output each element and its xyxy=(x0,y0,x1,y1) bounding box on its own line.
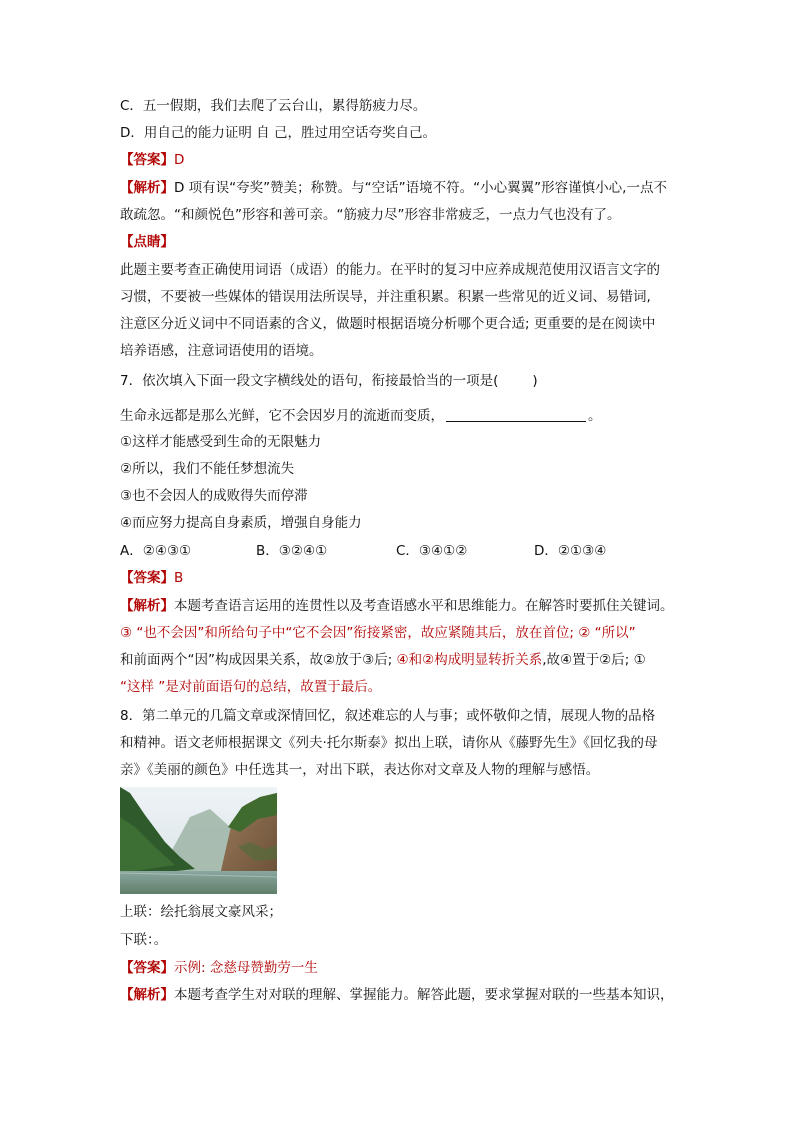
option-d: D．用自己的能力证明 自 己，胜过用空话夸奖自己。 xyxy=(120,125,436,141)
analysis-line-q6-2: 敢疏忽。“和颜悦色”形容和善可亲。“筋疲力尽”形容非常疲乏，一点力气也没有了。 xyxy=(120,207,621,223)
answer-line-q6 xyxy=(120,150,184,170)
q7-option-d: D．②①③④ xyxy=(534,543,607,559)
q7-sentence-2: ②所以，我们不能任梦想流失 xyxy=(120,461,295,477)
q7-stem: 7．依次填入下面一段文字横线处的语句，衔接最恰当的一项是( ) xyxy=(120,373,538,389)
q7-sentence-3: ③也不会因人的成败得失而停滞 xyxy=(120,488,308,504)
analysis-line-q6-1 xyxy=(120,178,667,198)
option-c: C．五一假期，我们去爬了云台山，累得筋疲力尽。 xyxy=(120,98,427,114)
q7-sentence-1: ①这样才能感受到生命的无限魅力 xyxy=(120,434,322,450)
xialian: 下联：。 xyxy=(120,932,168,948)
analysis-line-q7-1: 【解析】本题考查语言运用的连贯性以及考查语感水平和思维能力。在解答时要抓住关键词。 xyxy=(120,598,674,614)
q7-option-c: C．③④①② xyxy=(396,543,468,559)
answer-line-q8: 【答案】示例: 念慈母赞勤劳一生 xyxy=(120,960,318,976)
analysis-line-q7-2: ③ “也不会因”和所给句子中“它不会因”衔接紧密，故应紧随其后，放在首位; ② “所以” xyxy=(120,625,636,641)
q7-passage: 生命永远都是那么光鲜，它不会因岁月的流逝而变质， 。 xyxy=(120,408,602,424)
dianjing-line-1: 此题主要考查正确使用词语（成语）的能力。在平时的复习中应养成规范使用汉语言文字的 xyxy=(120,262,660,278)
q8-stem-2: 和精神。语文老师根据课文《列夫·托尔斯泰》拟出上联，请你从《藤野先生》《回忆我的母 xyxy=(120,735,658,751)
landscape-photo xyxy=(120,787,277,894)
analysis-text: D 项有误“夸奖”赞美；称赞。与“空话”语境不符。“小心翼翼”形容谨慎小心,一点不 xyxy=(174,180,667,196)
q8-stem-3: 亲》《美丽的颜色》中任选其一，对出下联，表达你对文章及人物的理解与感悟。 xyxy=(120,762,600,778)
q7-option-b: B．③②④① xyxy=(256,543,328,559)
dianjing-line-2: 习惯，不要被一些媒体的错误用法所误导，并注重积累。积累一些常见的近义词、易错词, xyxy=(120,289,651,305)
answer-tag: 【答案】 xyxy=(120,152,174,168)
analysis-tag: 【解析】 xyxy=(120,180,174,196)
analysis-line-q7-3: 和前面两个“因”构成因果关系，故②放于③后; ④和②构成明显转折关系,故④置于②后; ① xyxy=(120,652,646,668)
analysis-line-q8-1: 【解析】本题考查学生对对联的理解、掌握能力。解答此题，要求掌握对联的一些基本知识， xyxy=(120,987,674,1003)
dianjing-line-3: 注意区分近义词中不同语素的含义，做题时根据语境分析哪个更合适; 更重要的是在阅读中 xyxy=(120,316,656,332)
q7-option-a: A．②④③① xyxy=(120,543,192,559)
q7-options xyxy=(120,541,680,561)
shanglian: 上联：绘托翁展文豪风采； xyxy=(120,904,282,920)
q7-sentence-4: ④而应努力提高自身素质，增强自身能力 xyxy=(120,515,362,531)
dianjing-tag: 【点睛】 xyxy=(120,234,174,250)
analysis-line-q7-4: “这样 ”是对前面语句的总结，故置于最后。 xyxy=(120,679,382,695)
dianjing-line-4: 培养语感，注意词语使用的语境。 xyxy=(120,343,323,359)
fill-blank[interactable] xyxy=(446,407,586,422)
q8-stem-1: 8．第二单元的几篇文章或深情回忆，叙述难忘的人与事；或怀敬仰之情，展现人物的品格 xyxy=(120,708,656,724)
answer-value: D xyxy=(174,152,185,168)
answer-line-q7: 【答案】B xyxy=(120,570,184,586)
